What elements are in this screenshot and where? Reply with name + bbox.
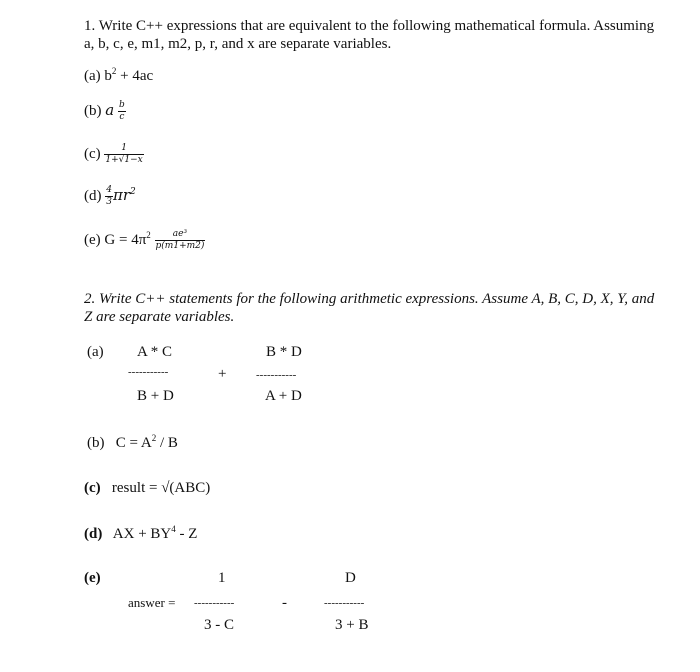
q1-item-b: (b) a $\frac{b}{c}$ xyxy=(84,100,125,122)
q2-e-answer-label: answer = xyxy=(128,595,176,610)
item-label: (d) xyxy=(84,187,102,204)
q2-e-numerator-2: D xyxy=(345,570,356,586)
item-label: (c) xyxy=(84,145,101,162)
question-1-line-2: a, b, c, e, m1, m2, p, r, and x are separate variables. xyxy=(84,36,392,52)
fraction: $\frac{\text{ae³}}{p(m1+m2)}$ xyxy=(155,229,205,251)
question-1-line-1: 1. Write C++ expressions that are equivalent to the following mathematical formula. Assuming xyxy=(84,18,655,34)
q2-a-denominator-2: A + D xyxy=(265,388,302,404)
q2-item-a-label: (a) xyxy=(87,344,104,360)
fraction: $\frac{4}{3}$ xyxy=(106,185,112,207)
q2-item-e-label: (e) xyxy=(84,570,101,586)
q1-item-a: (a) $b^2 + 4ac$ xyxy=(84,66,154,84)
q2-a-numerator-1: A * C xyxy=(137,344,173,360)
item-label: (c) xyxy=(84,480,101,496)
q2-e-numerator-1: 1 xyxy=(218,570,226,586)
q1-item-e: (e) $G = 4\pi^2$ $\frac{\text{ae³}}{p(m1+m2)}$ xyxy=(84,229,205,251)
q2-e-operator: - xyxy=(282,595,287,611)
fraction: $\frac{1}{1+√1-x}$ xyxy=(105,143,143,165)
item-label: (d) xyxy=(84,526,103,542)
item-label: (b) xyxy=(84,102,102,119)
q2-a-fraction-bar-1: ----------- xyxy=(128,366,169,378)
q2-a-numerator-2: B * D xyxy=(266,344,302,360)
q1-item-c xyxy=(84,143,144,166)
question-2-line-2: Z are separate variables. xyxy=(84,309,235,325)
q2-item-b: (b) $C = A^2 / B$ xyxy=(87,433,178,451)
question-2-line-1: 2. Write C++ statements for the following arithmetic expressions. Assume A, B, C, D, X, Y, and xyxy=(84,291,655,307)
item-label: (e) xyxy=(84,231,101,248)
q2-e-denominator-2: 3 + B xyxy=(335,617,369,633)
q2-e-denominator-1: 3 - C xyxy=(204,617,234,633)
fraction: $\frac{b}{c}$ xyxy=(118,100,125,122)
q2-a-operator: + xyxy=(218,366,227,382)
q2-e-fraction-bar-1: ----------- xyxy=(194,597,235,609)
q2-a-fraction-bar-2: ----------- xyxy=(256,369,297,381)
q2-e-fraction-bar-2: ----------- xyxy=(324,597,365,609)
item-label: (a) xyxy=(84,68,101,84)
q2-item-d: (d) AX + $BY^4$ - Z xyxy=(84,524,198,542)
item-label: (b) xyxy=(87,435,105,451)
q1-item-d: (d) $\frac{4}{3}$ $\pi r^2$ xyxy=(84,185,136,207)
q2-a-denominator-1: B + D xyxy=(137,388,174,404)
q2-item-c: (c) result = √(ABC) xyxy=(84,480,211,496)
